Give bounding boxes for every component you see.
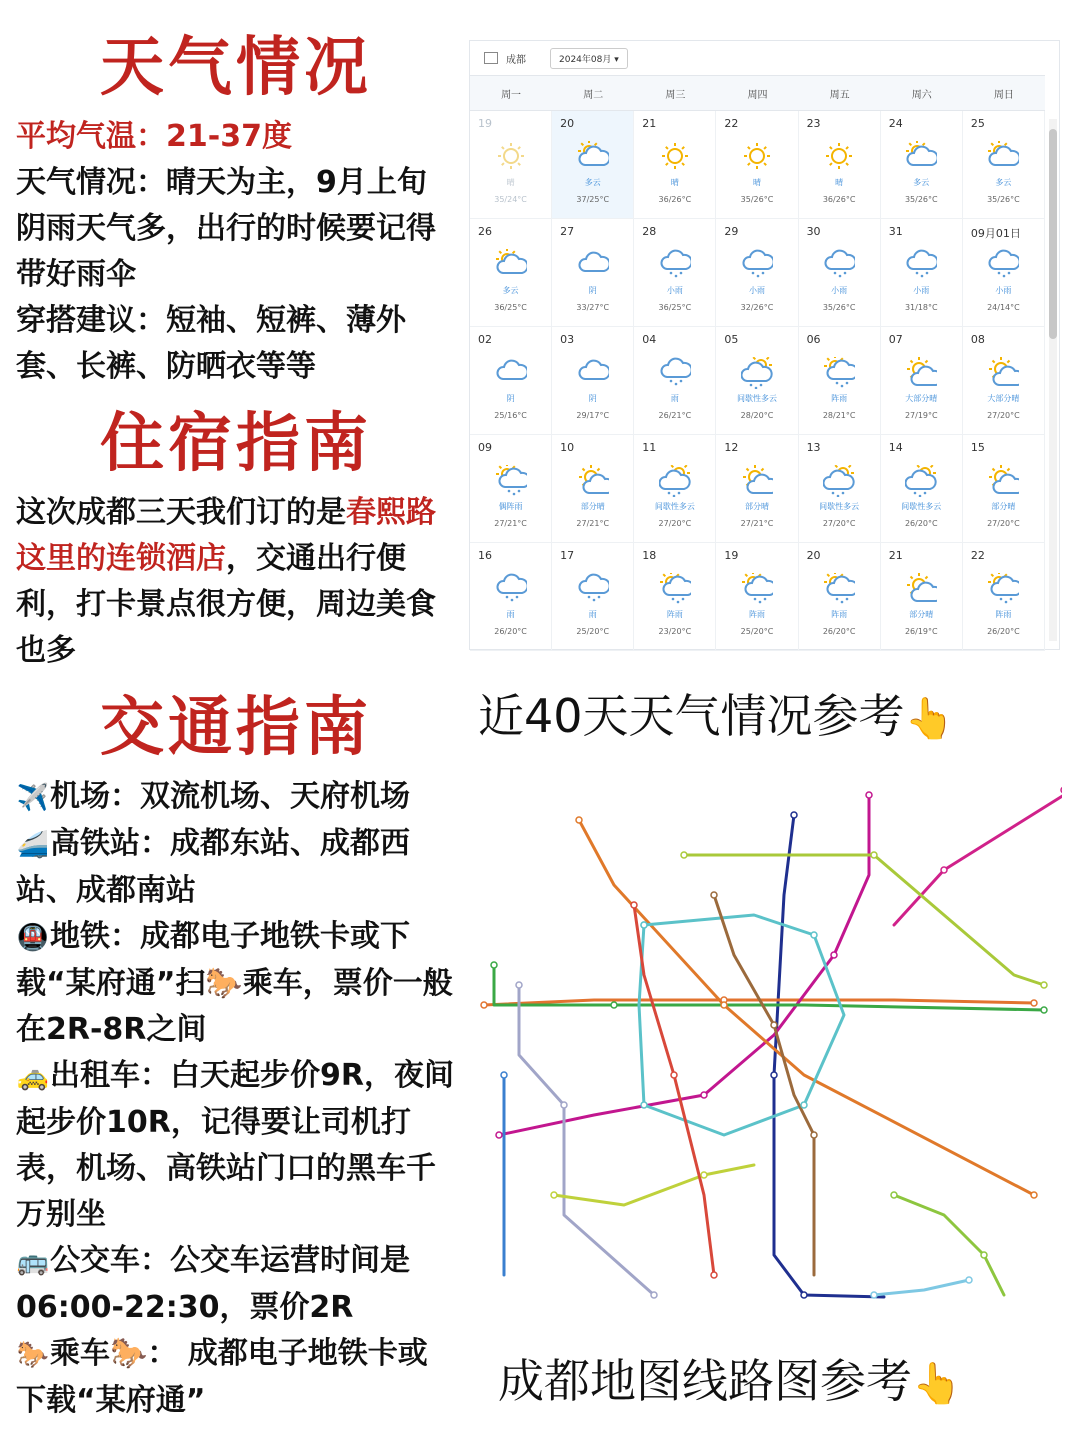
building-icon	[484, 52, 498, 64]
weather-day-cell[interactable]	[799, 327, 881, 435]
day-temperature: 35/26°C	[740, 195, 774, 204]
rain-icon	[659, 357, 691, 393]
day-condition: 阵雨	[995, 610, 1012, 619]
day-date: 13	[806, 441, 821, 454]
day-date: 29	[724, 225, 739, 238]
day-condition: 阴	[588, 286, 597, 295]
day-date: 21	[888, 549, 903, 562]
day-condition: 部分晴	[744, 502, 769, 511]
metro-line	[714, 895, 814, 1275]
day-condition: 晴	[670, 178, 679, 187]
metro-station	[866, 792, 872, 798]
metro-station	[561, 1102, 567, 1108]
metro-station	[711, 892, 717, 898]
sun-rain-icon	[987, 573, 1019, 609]
weather-day-cell[interactable]	[881, 327, 963, 435]
sun-cloud-rain-icon	[905, 465, 937, 501]
day-temperature: 26/20°C	[822, 627, 856, 636]
day-date: 22	[970, 549, 985, 562]
weekday-label: 周六	[911, 89, 932, 101]
sun-cloud-icon	[987, 465, 1019, 501]
metro-station	[941, 867, 947, 873]
day-date: 04	[642, 333, 657, 346]
day-condition: 阴	[588, 394, 597, 403]
day-temperature: 27/20°C	[822, 519, 856, 528]
weather-day-cell[interactable]	[881, 543, 963, 651]
day-temperature: 27/21°C	[494, 519, 527, 528]
sun-cloud-icon	[987, 357, 1019, 393]
rain-icon	[905, 249, 937, 285]
day-condition: 晴	[835, 178, 844, 187]
weather-day-cell[interactable]	[470, 219, 552, 327]
day-condition: 小雨	[666, 286, 683, 295]
metro-station	[721, 1002, 727, 1008]
day-date: 26	[478, 225, 492, 238]
day-condition: 偶阵雨	[498, 502, 523, 511]
horse-icon: 🐎	[16, 1340, 50, 1370]
day-date: 27	[560, 225, 575, 238]
day-condition: 晴	[506, 178, 515, 187]
metro-station	[811, 932, 817, 938]
metro-station	[801, 1102, 807, 1108]
day-date: 28	[642, 225, 657, 238]
day-date: 17	[560, 549, 575, 562]
day-temperature: 27/19°C	[904, 411, 938, 420]
weekday-label: 周四	[747, 89, 768, 101]
transport-item	[16, 1238, 456, 1331]
weather-day-cell[interactable]	[881, 219, 963, 327]
transport-item	[16, 774, 456, 821]
metro-station	[501, 1072, 507, 1078]
day-temperature: 26/20°C	[904, 519, 938, 528]
weather-section-title: 天气情况	[100, 31, 372, 105]
transport-item	[16, 821, 456, 914]
day-temperature: 26/19°C	[904, 627, 938, 636]
day-temperature: 26/20°C	[494, 627, 527, 636]
metro-station	[701, 1172, 707, 1178]
weather-day-cell[interactable]	[881, 435, 963, 543]
day-date: 20	[560, 117, 575, 130]
metro-station	[641, 1102, 647, 1108]
sun-rain-icon	[741, 573, 773, 609]
transport-item	[16, 1331, 456, 1424]
avg-temp-label: 平均气温：21-37度	[16, 119, 292, 154]
weather-day-cell[interactable]	[963, 435, 1045, 543]
weather-day-cell[interactable]	[470, 327, 552, 435]
metro-station	[611, 1002, 617, 1008]
day-temperature: 29/17°C	[576, 411, 610, 420]
metro-station	[576, 817, 582, 823]
day-condition: 大部分晴	[987, 394, 1020, 403]
sun-cloud-icon	[905, 573, 937, 609]
day-condition: 部分晴	[909, 610, 934, 619]
day-date: 03	[560, 333, 575, 346]
sun-icon	[659, 141, 691, 177]
day-condition: 小雨	[995, 286, 1012, 295]
day-date: 09月01日	[970, 227, 1021, 240]
cloud-icon	[495, 357, 527, 393]
day-condition: 雨	[506, 610, 515, 619]
metro-station	[701, 1092, 707, 1098]
sun-rain-icon	[659, 573, 691, 609]
day-date: 19	[478, 117, 492, 130]
metro-station	[771, 1072, 777, 1078]
scrollbar[interactable]	[1049, 119, 1057, 641]
day-temperature: 36/25°C	[658, 303, 692, 312]
day-condition: 部分晴	[991, 502, 1016, 511]
day-date: 20	[806, 549, 821, 562]
train-icon: 🚄	[16, 830, 50, 860]
map-reference-caption	[498, 1345, 962, 1411]
day-date: 10	[560, 441, 575, 454]
day-condition: 部分晴	[580, 502, 605, 511]
airplane-icon: ✈️	[16, 783, 50, 813]
scrollbar-thumb[interactable]	[1049, 129, 1057, 339]
day-temperature: 26/21°C	[658, 411, 692, 420]
day-temperature: 27/20°C	[987, 519, 1020, 528]
day-condition: 雨	[588, 610, 597, 619]
weather-day-cell[interactable]	[552, 543, 634, 651]
day-condition: 阵雨	[666, 610, 683, 619]
day-condition: 间歇性多云	[736, 394, 777, 403]
metro-station	[1031, 1000, 1037, 1006]
metro-station	[801, 1292, 807, 1298]
day-condition: 多云	[913, 178, 930, 187]
weather-reference-text: 近40天天气情况参考	[478, 689, 905, 743]
month-select[interactable]	[550, 48, 628, 69]
weather-day-grid	[470, 111, 1045, 651]
rain-icon	[495, 573, 527, 609]
left-column	[16, 30, 456, 1424]
day-temperature: 35/24°C	[494, 195, 527, 204]
weather-day-cell[interactable]	[552, 435, 634, 543]
metro-line	[894, 1195, 1004, 1295]
sun-rain-icon	[823, 357, 855, 393]
metro-station	[711, 1272, 717, 1278]
day-date: 23	[806, 117, 821, 130]
day-temperature: 26/20°C	[987, 627, 1020, 636]
metro-line	[494, 965, 1044, 1010]
weather-calendar	[469, 40, 1060, 650]
day-temperature: 27/21°C	[740, 519, 774, 528]
metro-line	[634, 905, 714, 1275]
day-date: 14	[888, 441, 903, 454]
day-condition: 多云	[502, 286, 519, 295]
chevron-down-icon: ▾	[614, 54, 619, 65]
metro-station	[811, 1132, 817, 1138]
sun-cloud-icon	[905, 357, 937, 393]
metro-station	[1041, 982, 1047, 988]
day-condition: 间歇性多云	[901, 502, 942, 511]
metro-line	[874, 1280, 969, 1295]
day-date: 08	[970, 333, 985, 346]
metro-station	[871, 852, 877, 858]
cloud-sun-icon	[905, 141, 937, 177]
day-date: 31	[888, 225, 903, 238]
weekday-label: 周三	[665, 89, 686, 101]
day-temperature: 24/14°C	[987, 303, 1020, 312]
day-date: 12	[724, 441, 739, 454]
sun-icon	[495, 141, 527, 177]
metro-station	[651, 1292, 657, 1298]
metro-station	[641, 922, 647, 928]
day-condition: 多云	[995, 178, 1012, 187]
sun-icon	[741, 141, 773, 177]
metro-station	[496, 1132, 502, 1138]
day-date: 21	[642, 117, 657, 130]
day-condition: 阵雨	[748, 610, 765, 619]
metro-map	[474, 775, 1062, 1323]
day-date: 22	[724, 117, 739, 130]
day-date: 11	[642, 441, 657, 454]
weather-day-cell[interactable]	[552, 219, 634, 327]
day-condition: 间歇性多云	[654, 502, 695, 511]
weather-day-cell[interactable]	[716, 219, 798, 327]
cloud-sun-icon	[495, 249, 527, 285]
rain-icon	[987, 249, 1019, 285]
weather-day-cell[interactable]	[881, 111, 963, 219]
metro-line	[684, 855, 1044, 985]
day-date: 16	[478, 549, 492, 562]
cloud-icon	[577, 357, 609, 393]
day-temperature: 31/18°C	[904, 303, 938, 312]
cloud-sun-icon	[577, 141, 609, 177]
weather-day-cell[interactable]	[634, 111, 716, 219]
weekday-label: 周一	[501, 89, 522, 101]
transport-item	[16, 914, 456, 1053]
metro-station	[966, 1277, 972, 1283]
transport-item	[16, 1053, 456, 1238]
taxi-icon: 🚕	[16, 1062, 50, 1092]
bus-icon: 🚌	[16, 1247, 50, 1277]
metro-icon: 🚇	[16, 923, 50, 953]
sun-cloud-icon	[577, 465, 609, 501]
weekday-label: 周日	[993, 89, 1014, 101]
metro-line	[894, 790, 1062, 925]
day-temperature: 27/20°C	[658, 519, 692, 528]
day-condition: 小雨	[913, 286, 930, 295]
day-temperature: 28/21°C	[822, 411, 856, 420]
day-date: 06	[806, 333, 821, 346]
weather-day-cell[interactable]	[470, 111, 552, 219]
metro-station	[1031, 1192, 1037, 1198]
metro-station	[491, 962, 497, 968]
metro-station	[631, 902, 637, 908]
city-label: 成都	[506, 54, 526, 66]
day-temperature: 25/20°C	[740, 627, 774, 636]
day-date: 18	[642, 549, 657, 562]
day-temperature: 33/27°C	[576, 303, 610, 312]
weather-day-cell[interactable]	[716, 327, 798, 435]
rain-icon	[741, 249, 773, 285]
metro-station	[791, 812, 797, 818]
metro-station	[681, 852, 687, 858]
rain-icon	[659, 249, 691, 285]
sun-rain-icon	[495, 465, 527, 501]
transport-item-text: 高铁站：成都东站、成都西站、成都南站	[16, 826, 410, 908]
day-temperature: 23/20°C	[658, 627, 692, 636]
day-date: 25	[970, 117, 985, 130]
day-date: 24	[888, 117, 903, 130]
weather-day-cell[interactable]	[963, 111, 1045, 219]
weather-day-cell[interactable]	[799, 435, 881, 543]
metro-station	[871, 1292, 877, 1298]
day-temperature: 28/20°C	[740, 411, 774, 420]
day-temperature: 35/26°C	[822, 303, 856, 312]
lodging-section-title: 住宿指南	[100, 407, 372, 481]
weather-day-cell[interactable]	[470, 543, 552, 651]
cloud-icon	[577, 249, 609, 285]
day-condition: 阵雨	[831, 610, 848, 619]
weather-day-cell[interactable]	[963, 543, 1045, 651]
day-condition: 晴	[752, 178, 761, 187]
day-condition: 间歇性多云	[819, 502, 860, 511]
sun-icon	[823, 141, 855, 177]
day-date: 30	[806, 225, 821, 238]
outfit-suggestion: 穿搭建议：短袖、短裤、薄外套、长裤、防晒衣等等	[16, 303, 406, 384]
day-temperature: 35/26°C	[987, 195, 1020, 204]
metro-line	[519, 985, 654, 1295]
metro-station	[831, 952, 837, 958]
weather-day-cell[interactable]	[552, 327, 634, 435]
metro-station	[891, 1192, 897, 1198]
transport-section-title: 交通指南	[100, 691, 372, 765]
day-temperature: 37/25°C	[576, 195, 610, 204]
sun-cloud-rain-icon	[659, 465, 691, 501]
sun-cloud-rain-icon	[741, 357, 773, 393]
weekday-label: 周二	[583, 89, 604, 101]
weather-reference-caption	[478, 680, 954, 746]
transport-item-text: 公交车：公交车运营时间是06:00-22:30，票价2R	[16, 1243, 410, 1325]
lodging-highlight: 春熙路这里的连锁酒店	[16, 495, 436, 576]
weather-day-cell[interactable]	[716, 543, 798, 651]
day-temperature: 25/20°C	[576, 627, 610, 636]
transport-item-text: 地铁：成都电子地铁卡或下载“某府通”扫🐎乘车，票价一般在2R-8R之间	[16, 919, 453, 1047]
day-date: 19	[724, 549, 739, 562]
day-temperature: 36/25°C	[494, 303, 527, 312]
lodging-text	[16, 490, 456, 674]
metro-station	[551, 1192, 557, 1198]
metro-station	[516, 982, 522, 988]
day-condition: 阴	[506, 394, 515, 403]
lodging-text-suffix: ，交通出行便利，打卡景点很方便，周边美食也多	[16, 541, 436, 668]
day-date: 15	[970, 441, 985, 454]
weather-day-cell[interactable]	[963, 219, 1045, 327]
day-condition: 小雨	[831, 286, 848, 295]
transport-item-text: 乘车🐎： 成都电子地铁卡或下载“某府通”	[16, 1336, 428, 1418]
weather-day-cell[interactable]	[799, 219, 881, 327]
day-date: 05	[724, 333, 739, 346]
month-select-value: 2024年08月	[559, 54, 612, 65]
weather-day-cell[interactable]	[799, 111, 881, 219]
day-temperature: 32/26°C	[740, 303, 774, 312]
day-temperature: 36/26°C	[658, 195, 692, 204]
metro-station	[1061, 787, 1062, 793]
metro-station	[771, 1022, 777, 1028]
metro-station	[1041, 1007, 1047, 1013]
day-condition: 大部分晴	[905, 394, 938, 403]
weather-day-cell[interactable]	[963, 327, 1045, 435]
day-date: 02	[478, 333, 492, 346]
sun-cloud-rain-icon	[823, 465, 855, 501]
weather-day-cell[interactable]	[634, 219, 716, 327]
weather-day-cell[interactable]	[634, 543, 716, 651]
day-temperature: 27/21°C	[576, 519, 610, 528]
day-condition: 多云	[584, 178, 601, 187]
metro-station	[671, 1072, 677, 1078]
day-temperature: 36/26°C	[822, 195, 856, 204]
sun-rain-icon	[823, 573, 855, 609]
metro-station	[481, 1002, 487, 1008]
day-condition: 雨	[670, 394, 679, 403]
weather-day-cell[interactable]	[716, 435, 798, 543]
sun-cloud-icon	[741, 465, 773, 501]
pointing-up-icon: 👆	[904, 696, 955, 742]
day-temperature: 27/20°C	[987, 411, 1020, 420]
weather-day-cell[interactable]	[634, 435, 716, 543]
map-reference-text: 成都地图线路图参考	[498, 1354, 912, 1408]
rain-icon	[577, 573, 609, 609]
weather-day-cell[interactable]	[634, 327, 716, 435]
weather-day-cell[interactable]	[716, 111, 798, 219]
day-temperature: 25/16°C	[494, 411, 527, 420]
transport-item-text: 出租车：白天起步价9R，夜间起步价10R，记得要让司机打表，机场、高铁站门口的黑车千万别坐	[16, 1058, 454, 1232]
transport-list	[16, 774, 456, 1424]
weekday-label: 周五	[829, 89, 850, 101]
metro-station	[981, 1252, 987, 1258]
weather-day-cell[interactable]	[552, 111, 634, 219]
lodging-text-prefix: 这次成都三天我们订的是	[16, 495, 346, 530]
pointing-up-icon-2: 👆	[912, 1361, 962, 1407]
weather-day-cell[interactable]	[470, 435, 552, 543]
weekday-header	[470, 75, 1045, 111]
day-date: 09	[478, 441, 492, 454]
weather-desc: 天气情况：晴天为主，9月上旬阴雨天气多，出行的时候要记得带好雨伞	[16, 165, 436, 292]
cloud-sun-icon	[987, 141, 1019, 177]
metro-line	[554, 1165, 754, 1205]
transport-item-text: 机场：双流机场、天府机场	[50, 779, 410, 814]
weather-day-cell[interactable]	[799, 543, 881, 651]
rain-icon	[823, 249, 855, 285]
day-date: 07	[888, 333, 903, 346]
metro-line	[774, 815, 884, 1297]
day-temperature: 35/26°C	[904, 195, 938, 204]
day-condition: 阵雨	[831, 394, 848, 403]
weather-toolbar	[470, 41, 1059, 75]
day-condition: 小雨	[748, 286, 765, 295]
